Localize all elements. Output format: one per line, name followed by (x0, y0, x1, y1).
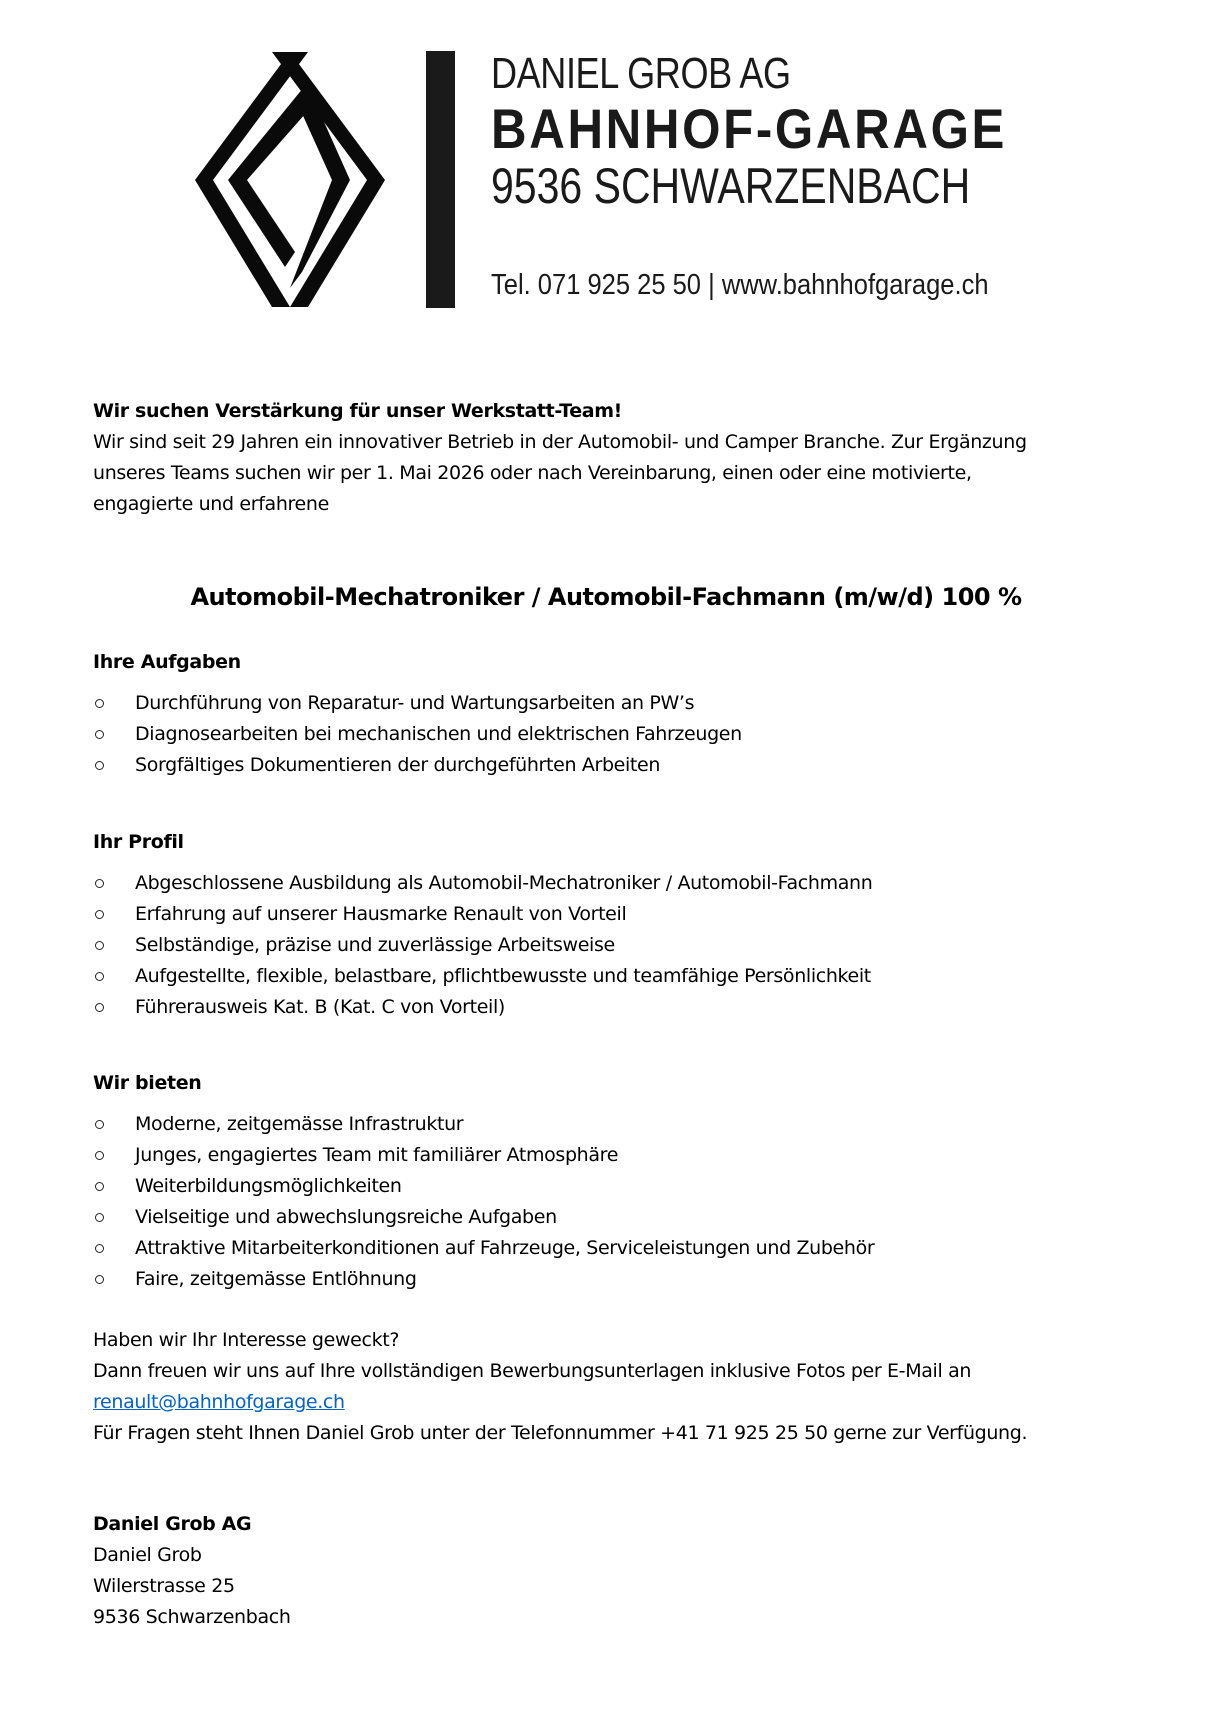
circle-bullet-icon (95, 879, 104, 888)
list-item (93, 719, 742, 750)
closing-block (93, 1325, 1027, 1449)
renault-diamond-logo-icon (195, 52, 385, 307)
list-item-text: Selbständige, präzise und zuverlässige Arbeitsweise (135, 934, 615, 956)
email-link[interactable]: renault@bahnhofgarage.ch (93, 1391, 345, 1413)
list-item (93, 1109, 874, 1140)
list-item (93, 1140, 874, 1171)
logo-outer-left-stroke (195, 52, 308, 307)
circle-bullet-icon (95, 1213, 104, 1222)
circle-bullet-icon (95, 910, 104, 919)
footer-company: Daniel Grob AG (93, 1513, 252, 1535)
intro-block (93, 396, 1027, 520)
list-profil (93, 868, 872, 1023)
header-divider-bar (426, 51, 455, 308)
list-item-text: Diagnosearbeiten bei mechanischen und elektrischen Fahrzeugen (135, 723, 742, 745)
circle-bullet-icon (95, 1244, 104, 1253)
list-item (93, 961, 872, 992)
circle-bullet-icon (95, 699, 104, 708)
section-heading-profil: Ihr Profil (93, 831, 184, 853)
job-title: Automobil-Mechatroniker / Automobil-Fachmann (m/w/d) 100 % (190, 583, 1022, 611)
list-item-text: Führerausweis Kat. B (Kat. C von Vorteil) (135, 996, 505, 1018)
list-item-text: Vielseitige und abwechslungsreiche Aufgaben (135, 1206, 557, 1228)
circle-bullet-icon (95, 1003, 104, 1012)
list-item-text: Sorgfältiges Dokumentieren der durchgeführten Arbeiten (135, 754, 661, 776)
footer-city: 9536 Schwarzenbach (93, 1606, 291, 1628)
list-item (93, 750, 742, 781)
intro-headline: Wir suchen Verstärkung für unser Werkstatt-Team! (93, 400, 622, 422)
list-item (93, 688, 742, 719)
section-heading-aufgaben: Ihre Aufgaben (93, 651, 241, 673)
header-contact: Tel. 071 925 25 50 | www.bahnhofgarage.ch (491, 269, 989, 301)
list-item-text: Durchführung von Reparatur- und Wartungsarbeiten an PW’s (135, 692, 695, 714)
closing-questions: Für Fragen steht Ihnen Daniel Grob unter der Telefonnummer +41 71 925 25 50 gerne zur Verfügung. (93, 1422, 1028, 1444)
list-item-text: Abgeschlossene Ausbildung als Automobil-Mechatroniker / Automobil-Fachmann (135, 872, 873, 894)
circle-bullet-icon (95, 1120, 104, 1129)
list-item-text: Erfahrung auf unserer Hausmarke Renault von Vorteil (135, 903, 627, 925)
list-item (93, 868, 872, 899)
intro-line: unseres Teams suchen wir per 1. Mai 2026 oder nach Vereinbarung, einen oder eine motivierte, (93, 462, 972, 484)
circle-bullet-icon (95, 1275, 104, 1284)
list-item-text: Faire, zeitgemässe Entlöhnung (135, 1268, 417, 1290)
logo-outer-right-stroke (272, 52, 385, 307)
list-bieten (93, 1109, 874, 1295)
footer-address (93, 1509, 291, 1633)
list-item-text: Aufgestellte, flexible, belastbare, pflichtbewusste und teamfähige Persönlichkeit (135, 965, 871, 987)
closing-request: Dann freuen wir uns auf Ihre vollständigen Bewerbungsunterlagen inklusive Fotos per E-Mail an (93, 1360, 972, 1382)
circle-bullet-icon (95, 1151, 104, 1160)
intro-line: Wir sind seit 29 Jahren ein innovativer Betrieb in der Automobil- und Camper Branche. Zur Ergänzung (93, 431, 1027, 453)
header-garage-name: BAHNHOF-GARAGE (491, 97, 1008, 160)
footer-street: Wilerstrasse 25 (93, 1575, 235, 1597)
list-item (93, 992, 872, 1023)
footer-name: Daniel Grob (93, 1544, 202, 1566)
circle-bullet-icon (95, 1182, 104, 1191)
list-item-text: Attraktive Mitarbeiterkonditionen auf Fahrzeuge, Serviceleistungen und Zubehör (135, 1237, 875, 1259)
list-item (93, 1233, 874, 1264)
list-item-text: Moderne, zeitgemässe Infrastruktur (135, 1113, 464, 1135)
list-item (93, 930, 872, 961)
header-company: DANIEL GROB AG (491, 49, 791, 98)
circle-bullet-icon (95, 941, 104, 950)
circle-bullet-icon (95, 972, 104, 981)
list-aufgaben (93, 688, 742, 781)
closing-question: Haben wir Ihr Interesse geweckt? (93, 1329, 400, 1351)
circle-bullet-icon (95, 761, 104, 770)
list-item-text: Junges, engagiertes Team mit familiärer Atmosphäre (135, 1144, 619, 1166)
intro-line: engagierte und erfahrene (93, 493, 329, 515)
list-item-text: Weiterbildungsmöglichkeiten (135, 1175, 402, 1197)
section-heading-bieten: Wir bieten (93, 1072, 202, 1094)
list-item (93, 1171, 874, 1202)
list-item (93, 1264, 874, 1295)
list-item (93, 1202, 874, 1233)
list-item (93, 899, 872, 930)
circle-bullet-icon (95, 730, 104, 739)
header-location: 9536 SCHWARZENBACH (491, 158, 971, 214)
